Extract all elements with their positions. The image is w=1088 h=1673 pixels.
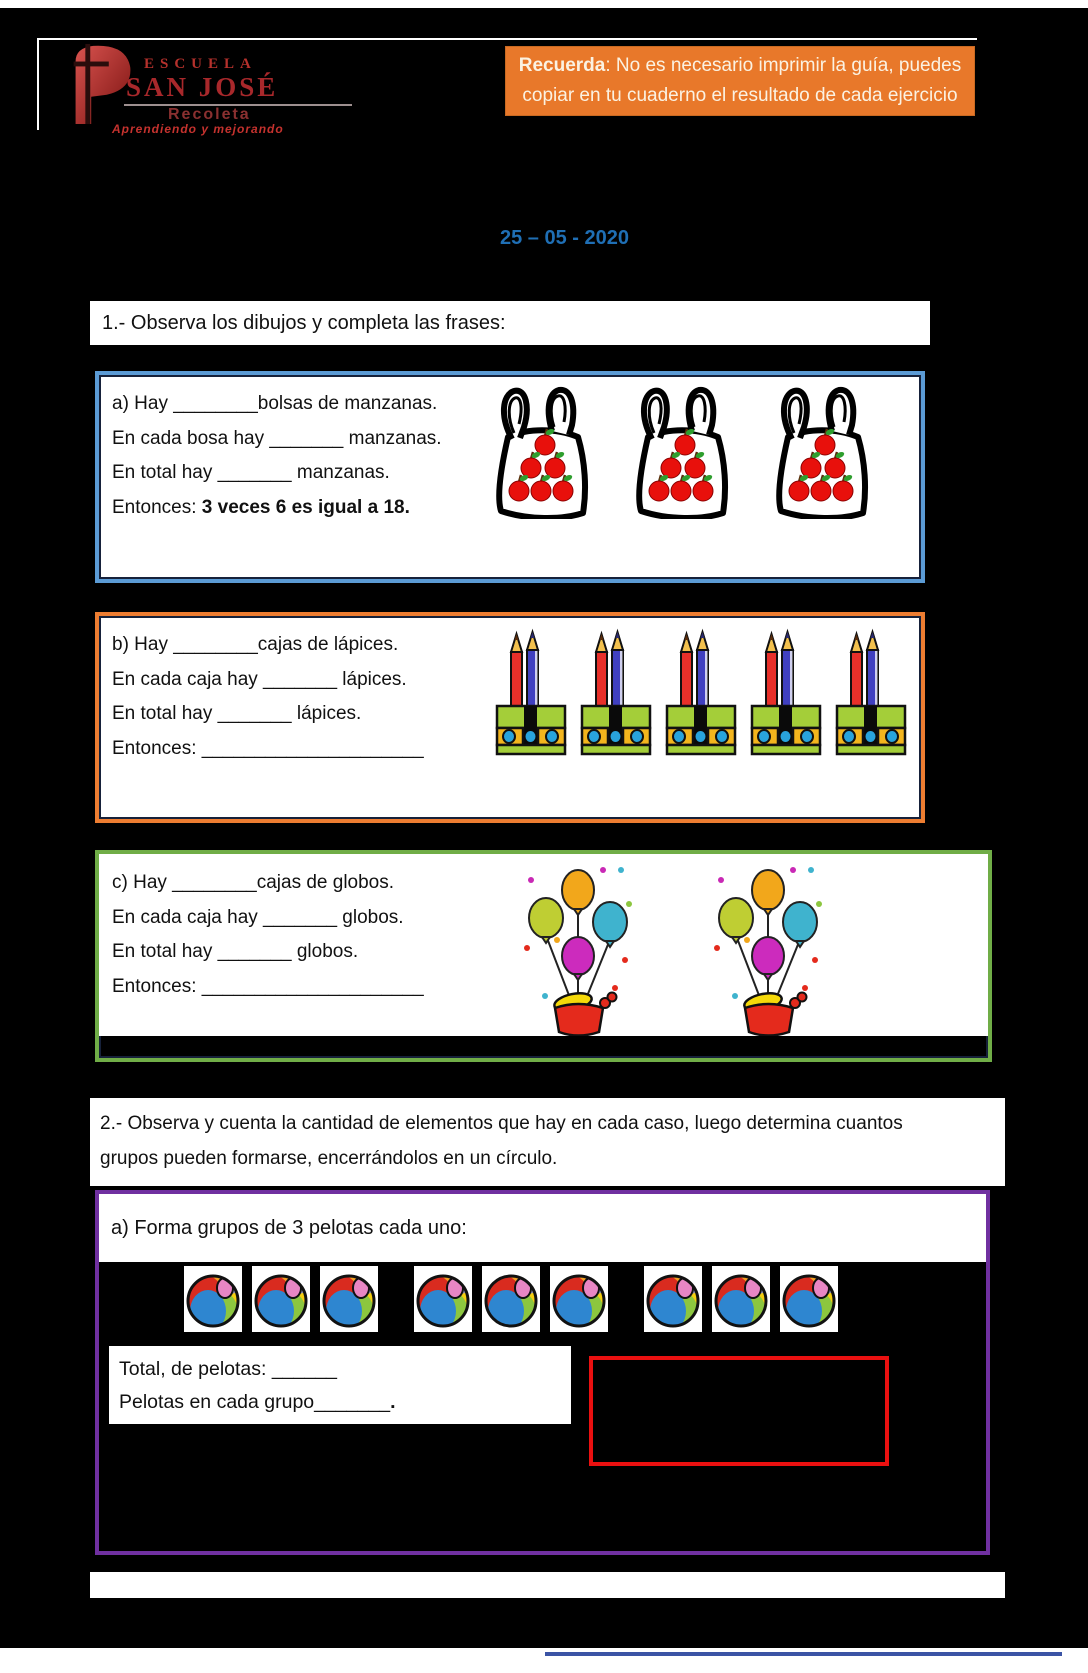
pencil-box-image [664,624,738,756]
balloon-boxes-illustration [517,856,835,1036]
pencil-box-image [749,624,823,756]
beach-ball-icon [550,1266,608,1332]
apple-bag-image [484,381,602,519]
exercise1-box-a-text [112,387,442,525]
fill-blank-line: Entonces: _____________________ [112,975,424,997]
exercise2-title-line1: 2.- Observa y cuenta la cantidad de elementos que hay en cada caso, luego determina cuantos [100,1113,903,1134]
apple-bags-illustration [484,381,882,519]
exercise2-subtitle: a) Forma grupos de 3 pelotas cada uno: [99,1194,986,1262]
beach-ball-icon [320,1266,378,1332]
beach-ball-image [644,1266,702,1332]
beach-ball-image [184,1266,242,1332]
fill-blank-line: En total hay _______ globos. [112,941,359,962]
fill-blank-line: a) Hay ________bolsas de manzanas. [112,393,438,414]
school-logo [50,42,360,136]
beach-ball-image [712,1266,770,1332]
answer-box [589,1356,889,1466]
exercise1-box-b-text [112,628,424,766]
school-name-top: ESCUELA [144,56,257,72]
beach-ball-icon [712,1266,770,1332]
worksheet-date: 25 – 05 - 2020 [500,227,629,249]
beach-ball-image [320,1266,378,1332]
fill-blank-line: En cada caja hay _______ lápices. [112,668,407,690]
reminder-note-line1: Recuerda: No es necesario imprimir la guía, puedes [518,55,962,76]
apple-bag-image [764,381,882,519]
header-top-rule [37,38,977,40]
pencil-box-image [579,624,653,756]
beach-ball-icon [184,1266,242,1332]
fill-blank-line: Entonces: _____________________ [112,737,424,759]
header-left-rule [37,38,39,130]
exercise1-box-a [95,371,925,583]
total-balls-line: Total, de pelotas: ______ [119,1358,337,1380]
balloon-box-image [707,856,835,1036]
fill-blank-line: c) Hay ________cajas de globos. [112,872,395,893]
footer-rule [545,1652,1062,1656]
beach-balls-row [184,1266,848,1332]
exercise1-box-b [95,612,925,823]
balls-per-group-line: Pelotas en cada grupo_______. [119,1391,396,1413]
fill-blank-line: En total hay _______ lápices. [112,703,362,724]
exercise1-box-c [95,850,992,1062]
fill-blank-line: Entonces: 3 veces 6 es igual a 18. [112,496,410,518]
beach-ball-icon [644,1266,702,1332]
pencil-box-image [834,624,908,756]
beach-ball-icon [482,1266,540,1332]
fill-blank-line: En cada bosa hay _______ manzanas. [112,427,442,449]
reminder-note-line2: copiar en tu cuaderno el resultado de cada ejercicio [522,85,958,106]
apple-bag-image [624,381,742,519]
beach-ball-icon [414,1266,472,1332]
totals-label-box [109,1346,571,1424]
beach-ball-image [550,1266,608,1332]
fill-blank-line: En total hay _______ manzanas. [112,462,390,483]
beach-ball-image [780,1266,838,1332]
exercise1-box-c-text [112,866,424,1004]
exercise1-title: 1.- Observa los dibujos y completa las frases: [90,301,930,345]
fill-blank-line: b) Hay ________cajas de lápices. [112,634,399,655]
pencil-boxes-illustration [494,624,908,756]
fill-blank-line: En cada caja hay _______ globos. [112,906,404,928]
exercise2-title [90,1098,1005,1186]
beach-ball-image [482,1266,540,1332]
exercise2-box-a [95,1190,990,1555]
school-name-branch: Recoleta [168,106,251,123]
empty-bottom-bar [90,1572,1005,1598]
balloon-box-image [517,856,645,1036]
school-slogan: Aprendiendo y mejorando [112,122,284,136]
beach-ball-icon [780,1266,838,1332]
beach-ball-image [414,1266,472,1332]
pencil-box-image [494,624,568,756]
school-name-main: SAN JOSÉ [126,72,279,102]
beach-ball-image [252,1266,310,1332]
beach-ball-icon [252,1266,310,1332]
reminder-note [505,46,975,116]
exercise2-title-line2: grupos pueden formarse, encerrándolos en un círculo. [100,1148,558,1169]
